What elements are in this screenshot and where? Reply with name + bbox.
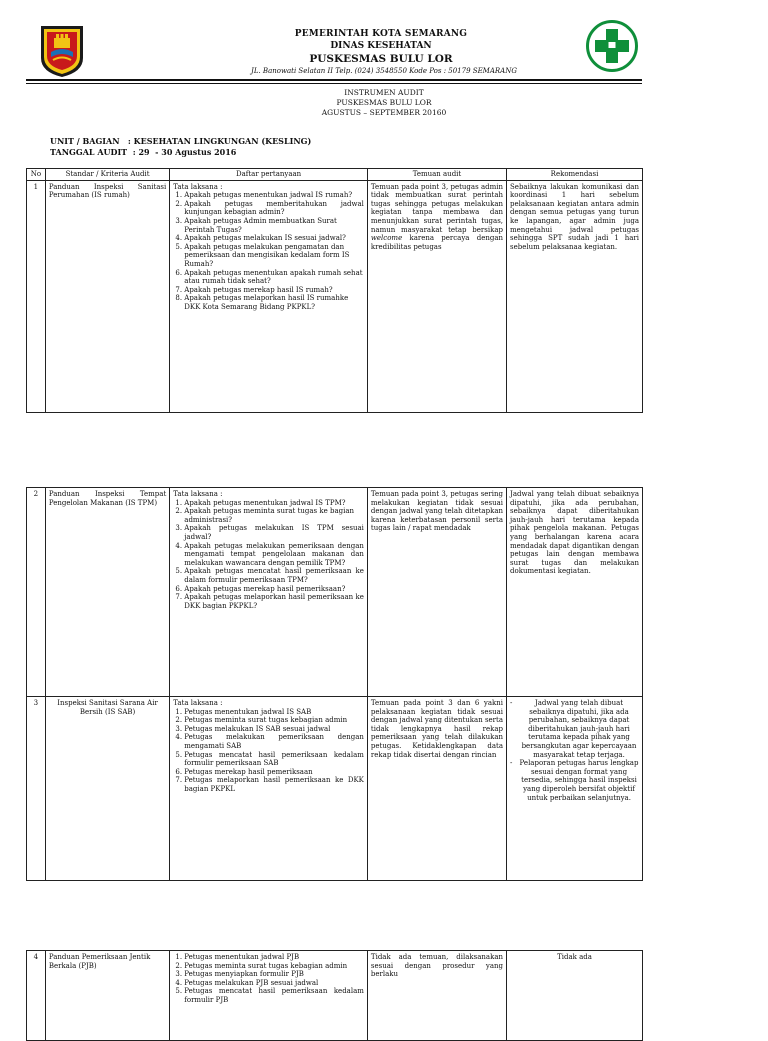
gov-name: PEMERINTAH KOTA SEMARANG xyxy=(294,29,468,39)
col-questions: Daftar pertanyaan xyxy=(170,169,368,181)
table-row: 1 Panduan Inspeksi Sanitasi Perumahan (IS rumah) Tata laksana : 1. Apakah petugas menentukan jadwal IS rumah? 2. Apakah petugas memberitahukan jadwal kunjungan kebagian admin? 3. Apakah petugas Admin membuatkan Surat Perintah Tugas? 4. Apakah petugas melakukan IS sesuai jadwal? 5. Apakah petugas melakukan pengamatan dan pemeriksaan dan mengisikan kedalam form IS Rumah? 6. Apakah petugas menentukan apakah rumah sehat atau rumah tidak sehat? 7. Apakah petugas merekap hasil IS rumah? 8. Apakah petugas melaporkan hasil IS rumahke DKK Kota Semarang Bidang PKPKL? Temuan pada point 3, petugas admin tidak membuatkan surat perintah tugas sehingga petugas melakukan kegiatan tanpa membawa dan menunjukkan surat perintah tugas, namun masyarakat tetap bersikap welcome karena percaya dengan kredibilitas petugas Sebaiknya lakukan komunikasi dan koordinasi 1 hari sebelum pelaksanaan kegiatan antara admin dengan semua petugas yang turun ke lapangan, agar admin juga mengetahui jadwal petugas sehingga SPT sudah jadi 1 hari sebelum pelaksanaa kegiatan. xyxy=(27,180,643,412)
document-title: INSTRUMEN AUDIT PUSKESMAS BULU LOR AGUSTUS – SEPTEMBER 20160 xyxy=(321,88,447,117)
table-header xyxy=(27,169,643,181)
audit-table xyxy=(26,950,643,1041)
puskesmas-logo-icon xyxy=(586,20,638,72)
puskesmas-name: PUSKESMAS BULU LOR xyxy=(309,53,453,65)
table-row: 3 Inspeksi Sanitasi Sarana Air Bersih (IS SAB) Tata laksana : 1. Petugas menentukan jadwal IS SAB 2. Petugas meminta surat tugas kebagian admin 3. Petugas melakukan IS SAB sesuai jadwal 4. Petugas melakukan pemeriksaan dengan mengamati SAB 5. Petugas mencatat hasil pemeriksaan kedalam formulir pemeriksaan SAB 6. Petugas merekap hasil pemeriksaan 7. Petugas melaporkan hasil pemeriksaan ke DKK bagian PKPKL Temuan pada point 3 dan 6 yakni pelaksanaan kegiatan tidak sesuai dengan jadwal yang ditentukan serta tidak lengkapnya hasil rekap pemeriksaan yang telah dilakukan petugas. Ketidaklengkapan data rekap tidak disertai dengan rincian - Jadwal yang telah dibuat sebaiknya dipatuhi, jika ada perubahan, sebaiknya dapat diberitahukan jauh-jauh hari terutama kepada pihak yang bersangkutan agar kepercayaan masyarakat tetap terjaga. - Pelaporan petugas harus lengkap sesuai dengan format yang tersedia, sehingga hasil inspeksi yang diperoleh bersifat objektif untuk perbaikan selanjutnya. xyxy=(27,697,643,881)
audit-table xyxy=(26,168,643,413)
col-no: No xyxy=(27,169,46,181)
date-value: 29 - 30 Agustus 2016 xyxy=(138,147,237,157)
divider xyxy=(26,83,642,84)
table-row: 4 Panduan Pemeriksaan Jentik Berkala (PJB) 1. Petugas menentukan jadwal PJB 2. Petugas meminta surat tugas kebagian admin 3. Petugas menyiapkan formulir PJB 4. Petugas melakukan PJB sesuai jadwal 5. Petugas mencatat hasil pemeriksaan kedalam formulir PJB Tidak ada temuan, dilaksanakan sesuai dengan prosedur yang berlaku Tidak ada xyxy=(27,951,643,1041)
unit-label: UNIT / BAGIAN : xyxy=(50,136,131,146)
audit-table xyxy=(26,487,643,881)
audit-meta xyxy=(50,136,311,158)
letterhead xyxy=(0,0,768,86)
col-recommendation: Rekomendasi xyxy=(507,169,643,181)
col-findings: Temuan audit xyxy=(367,169,506,181)
dept-name: DINAS KESEHATAN xyxy=(330,41,432,51)
divider xyxy=(26,79,642,81)
date-label: TANGGAL AUDIT : xyxy=(50,147,136,157)
address: JL. Banowati Selatan II Telp. (024) 3548550 Kode Pos : 50179 SEMARANG xyxy=(251,67,517,75)
table-row: 2 Panduan Inspeksi Tempat Pengelolan Makanan (IS TPM) Tata laksana : 1. Apakah petugas menentukan jadwal IS TPM? 2. Apakah petugas meminta surat tugas ke bagian administrasi? 3. Apakah petugas melakukan IS TPM sesuai jadwal? 4. Apakah petugas melakukan pemeriksaan dengan mengamati tempat pengelolaan makanan dan melakukan wawancara dengan pemilik TPM? 5. Apakah petugas mencatat hasil pemeriksaan ke dalam formulir pemeriksaan TPM? 6. Apakah petugas merekap hasil pemeriksaan? 7. Apakah petugas melaporkan hasil pemeriksaan ke DKK bagian PKPKL? Temuan pada point 3, petugas sering melakukan kegiatan tidak sesuai dengan jadwal yang telah ditetapkan karena keterbatasan personil serta tugas lain / rapat mendadak Jadwal yang telah dibuat sebaiknya dipatuhi, jika ada perubahan, sebaiknya dapat diberitahukan jauh-jauh hari terutama kepada pihak pengelola makanan. Petugas yang berhalangan karena acara mendadak dapat digantikan dengan petugas lain dengan membawa surat tugas dan melakukan dokumentasi kegiatan. xyxy=(27,488,643,697)
unit-value: KESEHATAN LINGKUNGAN (KESLING) xyxy=(133,136,312,146)
col-standard: Standar / Kriteria Audit xyxy=(45,169,169,181)
